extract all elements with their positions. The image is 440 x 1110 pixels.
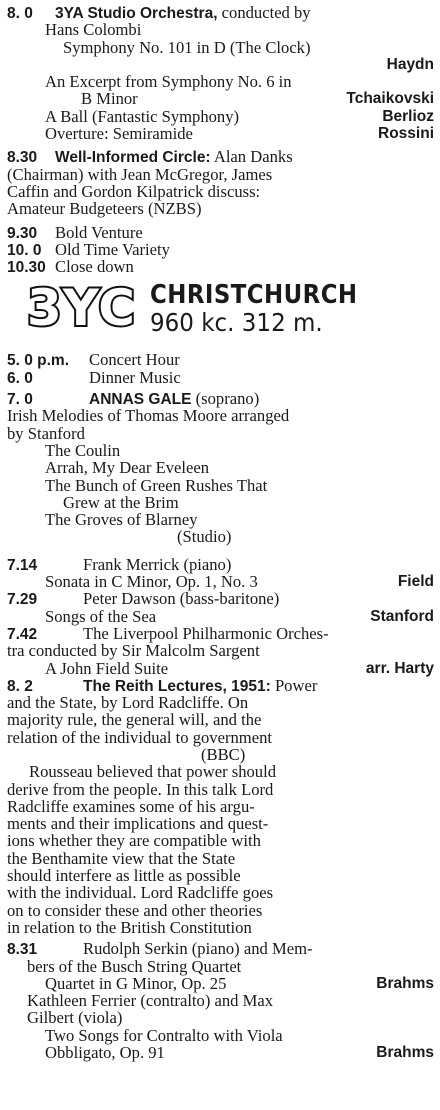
entry-text: Bold Venture: [55, 222, 143, 242]
program-entry-9-30: [7, 224, 434, 241]
entry-paragraph-line: in relation to the British Constitution: [7, 917, 252, 937]
entry-time: 10.30: [7, 259, 46, 277]
program-entry-7-14: [7, 556, 434, 591]
composer: Berlioz: [382, 107, 434, 125]
station-info: [150, 281, 386, 337]
station-city: CHRISTCHURCH: [149, 280, 358, 311]
entry-line: (Chairman) with Jean McGregor, James: [7, 164, 273, 184]
entry-paragraph-line: ions whether they are compatible with: [7, 831, 261, 851]
entry-paragraph-line: Radcliffe examines some of his argu-: [7, 796, 255, 816]
entry-line: Hans Colombi: [45, 20, 142, 40]
entry-time: 7.14: [7, 556, 38, 574]
entry-line: and the State, by Lord Radcliffe. On: [7, 693, 249, 713]
entry-line: Caffin and Gordon Kilpatrick discuss:: [7, 181, 261, 201]
station-header: [27, 281, 434, 347]
entry-paragraph-line: Rousseau believed that power should: [29, 762, 277, 782]
entry-line: (BBC): [201, 744, 246, 764]
entry-time: 7.29: [7, 591, 38, 609]
entry-paragraph-line: with the individual. Lord Radcliffe goes: [7, 883, 274, 903]
program-entry-10-30: [7, 258, 434, 275]
entry-line: majority rule, the general will, and the: [7, 710, 262, 730]
entry-paragraph-line: the Benthamite view that the State: [7, 848, 236, 868]
entry-line: Amateur Budgeteers (NZBS): [7, 199, 202, 219]
entry-line: A Ball (Fantastic Symphony): [45, 106, 240, 126]
entry-text: Alan Danks: [210, 147, 293, 167]
entry-line: Gilbert (viola): [27, 1008, 123, 1028]
station-logo: 3YC: [27, 279, 136, 338]
entry-text: (soprano): [191, 389, 260, 409]
entry-line: The Coulin: [45, 440, 121, 460]
entry-paragraph-line: on to consider these and other theories: [7, 900, 263, 920]
entry-paragraph-line: ments and their implications and quest-: [7, 814, 269, 834]
entry-line: Two Songs for Contralto with Viola: [45, 1025, 283, 1045]
composer: Rossini: [378, 125, 434, 143]
entry-text: The Liverpool Philharmonic Orches-: [83, 623, 329, 643]
entry-title: ANNAS GALE: [89, 391, 192, 409]
entry-time: 8. 0: [7, 5, 33, 22]
composer: Stanford: [370, 607, 434, 625]
entry-time: 8. 2: [7, 677, 33, 695]
entry-title: 3YA Studio Orchestra,: [55, 5, 218, 22]
entry-paragraph-line: should interfere as little as possible: [7, 866, 241, 886]
entry-text: Rudolph Serkin (piano) and Mem-: [83, 939, 313, 959]
entry-text: Frank Merrick (piano): [83, 554, 232, 574]
entry-text: Close down: [55, 257, 134, 277]
entry-line: Arrah, My Dear Eveleen: [45, 458, 210, 478]
entry-text: conducted by: [217, 3, 311, 22]
entry-line: An Excerpt from Symphony No. 6 in: [45, 72, 292, 92]
entry-line: relation of the individual to government: [7, 727, 272, 747]
program-entry-6-0: [7, 369, 434, 386]
program-entry-10-0: [7, 241, 434, 258]
entry-time: 8.30: [7, 149, 38, 167]
program-entry-8-0: [7, 4, 434, 142]
entry-text: Peter Dawson (bass-baritone): [83, 589, 280, 609]
composer: Haydn: [386, 55, 434, 73]
entry-line: A John Field Suite: [45, 658, 169, 678]
entry-title: The Reith Lectures, 1951:: [83, 677, 271, 695]
entry-time: 7.42: [7, 625, 38, 643]
composer: Tchaikovski: [346, 90, 434, 108]
entry-text: Power: [270, 675, 318, 695]
entry-line: by Stanford: [7, 423, 85, 443]
entry-line: Kathleen Ferrier (contralto) and Max: [27, 991, 274, 1011]
entry-time: 5. 0 p.m.: [7, 352, 70, 370]
entry-line: Grew at the Brim: [63, 492, 179, 512]
entry-line: Songs of the Sea: [45, 606, 157, 626]
entry-time: 10. 0: [7, 241, 42, 259]
composer: Brahms: [376, 974, 434, 992]
entry-line: bers of the Busch String Quartet: [27, 956, 242, 976]
station-frequency: 960 kc. 312 m.: [149, 308, 323, 338]
composer: Field: [397, 573, 434, 591]
entry-text: Dinner Music: [89, 367, 181, 387]
program-entry-8-31: [7, 940, 434, 1061]
program-entry-8-30: [7, 148, 434, 217]
entry-text: Old Time Variety: [55, 239, 170, 259]
entry-line: (Studio): [177, 527, 232, 547]
entry-line: The Groves of Blarney: [45, 510, 198, 530]
entry-line: Symphony No. 101 in D (The Clock): [63, 37, 311, 57]
composer: Brahms: [376, 1044, 434, 1062]
entry-line: The Bunch of Green Rushes That: [45, 475, 268, 495]
entry-time: 6. 0: [7, 369, 33, 387]
entry-paragraph-line: derive from the people. In this talk Lord: [7, 779, 274, 799]
program-entry-8-2: [7, 677, 434, 936]
entry-time: 9.30: [7, 224, 38, 242]
program-entry-7-42: [7, 625, 434, 677]
entry-line: B Minor: [81, 89, 138, 109]
program-entry-7-0: [7, 390, 434, 546]
entry-line: Overture: Semiramide: [45, 124, 193, 144]
entry-line: Sonata in C Minor, Op. 1, No. 3: [45, 572, 258, 592]
entry-line: Quartet in G Minor, Op. 25: [45, 973, 227, 993]
entry-line: Irish Melodies of Thomas Moore arranged: [7, 406, 290, 426]
entry-time: 7. 0: [7, 391, 33, 409]
entry-line: tra conducted by Sir Malcolm Sargent: [7, 641, 260, 661]
entry-line: Obbligato, Op. 91: [45, 1043, 165, 1063]
program-entry-5-0: [7, 351, 434, 368]
entry-time: 8.31: [7, 941, 38, 959]
program-entry-7-29: [7, 590, 434, 625]
entry-title: Well-Informed Circle:: [55, 149, 211, 167]
composer: arr. Harty: [365, 659, 434, 677]
entry-text: Concert Hour: [89, 350, 180, 370]
